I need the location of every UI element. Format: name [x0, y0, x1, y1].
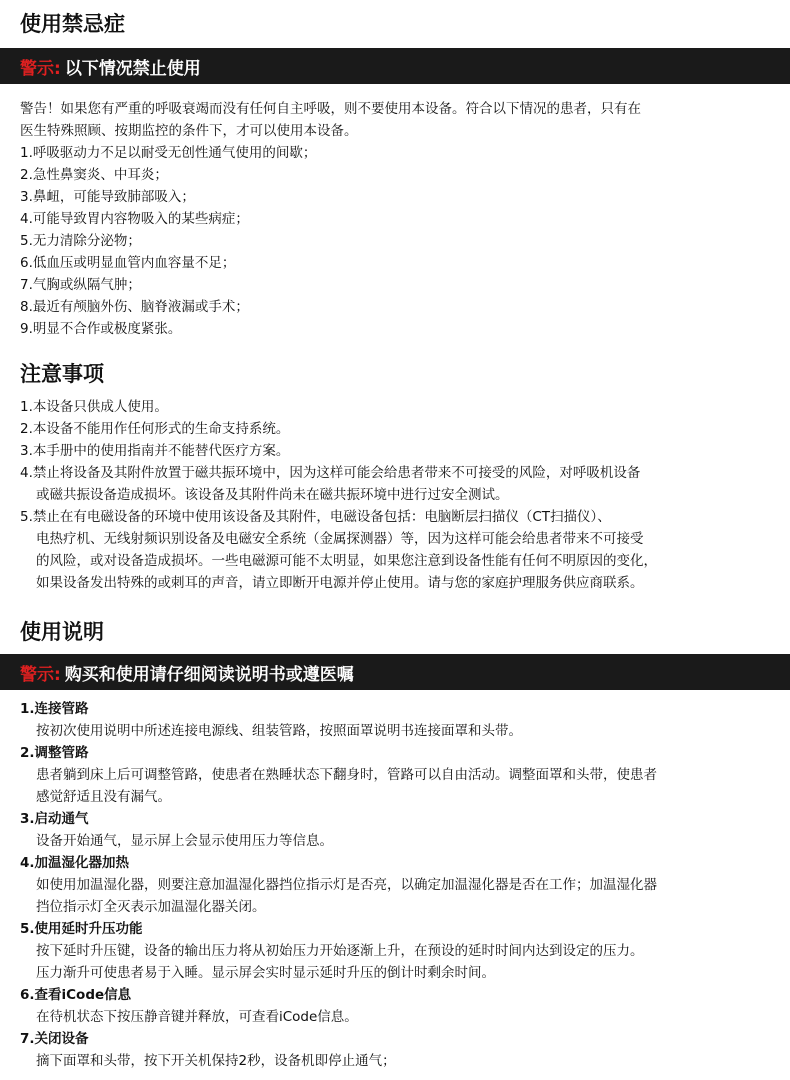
step-text: 压力渐升可使患者易于入睡。显示屏会实时显示延时升压的倒计时剩余时间。: [36, 965, 495, 981]
contraindication-intro: 警告！如果您有严重的呼吸衰竭而没有任何自主呼吸，则不要使用本设备。符合以下情况的患者，只有在: [20, 101, 641, 117]
warning-banner: [0, 48, 790, 84]
contraindication-item: 2.急性鼻窦炎、中耳炎；: [20, 167, 168, 183]
step-text: 感觉舒适且没有漏气。: [36, 789, 171, 805]
step-text: 按初次使用说明中所述连接电源线、组装管路，按照面罩说明书连接面罩和头带。: [36, 723, 522, 739]
precaution-line: 如果设备发出特殊的或刺耳的声音，请立即断开电源并停止使用。请与您的家庭护理服务供应商联系。: [36, 575, 644, 591]
section-title-precautions: 注意事项: [20, 362, 104, 386]
step-text: 按下延时升压键，设备的输出压力将从初始压力开始逐渐上升，在预设的延时时间内达到设定的压力。: [36, 943, 644, 959]
step-text: 摘下面罩和头带，按下开关机保持2秒，设备机即停止通气；: [36, 1053, 396, 1069]
step-heading: 7.关闭设备: [20, 1031, 89, 1047]
warning-text: 以下情况禁止使用: [64, 58, 201, 79]
step-heading: 3.启动通气: [20, 811, 89, 827]
step-heading: 2.调整管路: [20, 745, 89, 761]
precaution-line: 电热疗机、无线射频识别设备及电磁安全系统（金属探测器）等，因为这样可能会给患者带来不可接受: [36, 531, 644, 547]
precaution-line: 5.禁止在有电磁设备的环境中使用该设备及其附件，电磁设备包括：电脑断层扫描仪（CT扫描仪）、: [20, 509, 611, 525]
contraindication-item: 9.明显不合作或极度紧张。: [20, 321, 182, 337]
step-heading: 6.查看iCode信息: [20, 987, 132, 1003]
precaution-line: 或磁共振设备造成损坏。该设备及其附件尚未在磁共振环境中进行过安全测试。: [36, 487, 509, 503]
contraindication-item: 5.无力清除分泌物；: [20, 233, 141, 249]
step-text: 如使用加温湿化器，则要注意加温湿化器挡位指示灯是否亮，以确定加温湿化器是否在工作；加温湿化器: [36, 877, 657, 893]
step-heading: 1.连接管路: [20, 701, 89, 717]
step-text: 在待机状态下按压静音键并释放，可查看iCode信息。: [36, 1009, 358, 1025]
precaution-line: 4.禁止将设备及其附件放置于磁共振环境中，因为这样可能会给患者带来不可接受的风险，对呼吸机设备: [20, 465, 641, 481]
warning-text: 购买和使用请仔细阅读说明书或遵医嘱: [64, 664, 354, 685]
contraindication-item: 4.可能导致胃内容物吸入的某些病症；: [20, 211, 249, 227]
contraindication-item: 7.气胸或纵隔气肿；: [20, 277, 141, 293]
precaution-line: 3.本手册中的使用指南并不能替代医疗方案。: [20, 443, 290, 459]
step-heading: 4.加温湿化器加热: [20, 855, 130, 871]
precaution-line: 2.本设备不能用作任何形式的生命支持系统。: [20, 421, 290, 437]
contraindication-item: 8.最近有颅脑外伤、脑脊液漏或手术；: [20, 299, 249, 315]
contraindication-item: 3.鼻衄，可能导致肺部吸入；: [20, 189, 195, 205]
step-text: 设备开始通气，显示屏上会显示使用压力等信息。: [36, 833, 333, 849]
warning-label: 警示:: [20, 58, 61, 79]
warning-label: 警示:: [20, 664, 61, 685]
step-text: 患者躺到床上后可调整管路，使患者在熟睡状态下翻身时，管路可以自由活动。调整面罩和头带，使患者: [36, 767, 657, 783]
contraindication-intro: 医生特殊照顾、按期监控的条件下，才可以使用本设备。: [20, 123, 358, 139]
step-heading: 5.使用延时升压功能: [20, 921, 143, 937]
contraindication-item: 6.低血压或明显血管内血容量不足；: [20, 255, 236, 271]
contraindication-item: 1.呼吸驱动力不足以耐受无创性通气使用的间歇；: [20, 145, 317, 161]
precaution-line: 1.本设备只供成人使用。: [20, 399, 168, 415]
precaution-line: 的风险，或对设备造成损坏。一些电磁源可能不太明显，如果您注意到设备性能有任何不明原因的变化，: [36, 553, 657, 569]
section-title-contraindications: 使用禁忌症: [20, 12, 125, 36]
section-title-instructions: 使用说明: [20, 620, 104, 644]
step-text: 挡位指示灯全灭表示加温湿化器关闭。: [36, 899, 266, 915]
warning-banner: [0, 654, 790, 690]
